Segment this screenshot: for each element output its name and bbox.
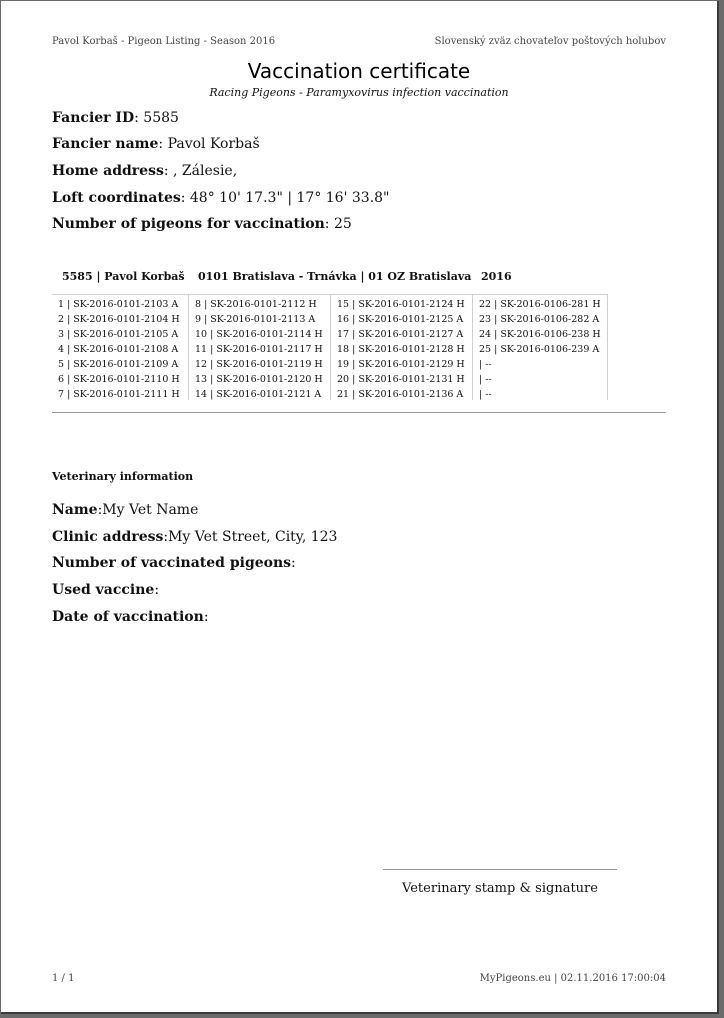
pigeon-entry: 6 | SK-2016-0101-2110 H bbox=[58, 374, 180, 385]
used-vaccine-label: Used vaccine bbox=[52, 582, 155, 598]
pigeon-entry: 20 | SK-2016-0101-2131 H bbox=[337, 374, 465, 385]
fancier-id-row bbox=[52, 110, 179, 126]
used-vaccine-row bbox=[52, 582, 159, 598]
vet-name-label: Name bbox=[52, 502, 98, 518]
vet-name-row bbox=[52, 502, 198, 518]
vaccinated-count-value: : bbox=[291, 555, 296, 571]
fancier-name-label: Fancier name bbox=[52, 136, 159, 152]
pigeon-entry: 25 | SK-2016-0106-239 A bbox=[479, 344, 600, 355]
header-left-text: Pavol Korbaš - Pigeon Listing - Season 2016 bbox=[52, 36, 276, 47]
clinic-address-row bbox=[52, 529, 337, 545]
pigeon-entry: 1 | SK-2016-0101-2103 A bbox=[58, 299, 179, 310]
pigeon-entry: 10 | SK-2016-0101-2114 H bbox=[195, 329, 323, 340]
pigeon-count-value: : 25 bbox=[324, 216, 352, 232]
pigeon-entry: 21 | SK-2016-0101-2136 A bbox=[337, 389, 464, 400]
pigeon-entry: 9 | SK-2016-0101-2113 A bbox=[195, 314, 316, 325]
table-header-fancier: 5585 | Pavol Korbaš bbox=[62, 270, 185, 283]
home-address-label: Home address bbox=[52, 163, 164, 179]
pigeon-entry: 11 | SK-2016-0101-2117 H bbox=[195, 344, 323, 355]
pigeon-entry: 4 | SK-2016-0101-2108 A bbox=[58, 344, 179, 355]
pigeon-entry: 23 | SK-2016-0106-282 A bbox=[479, 314, 600, 325]
signature-label: Veterinary stamp & signature bbox=[402, 881, 598, 896]
pigeon-entry: 13 | SK-2016-0101-2120 H bbox=[195, 374, 323, 385]
pigeon-column bbox=[330, 294, 472, 400]
clinic-address-label: Clinic address bbox=[52, 529, 164, 545]
fancier-id-value: : 5585 bbox=[134, 110, 179, 126]
pigeon-entry: 18 | SK-2016-0101-2128 H bbox=[337, 344, 465, 355]
section-divider bbox=[52, 412, 666, 413]
certificate-page bbox=[1, 1, 719, 1014]
page-title: Vaccination certificate bbox=[247, 59, 471, 83]
vaccinated-count-label: Number of vaccinated pigeons bbox=[52, 555, 292, 571]
pigeon-entry: 5 | SK-2016-0101-2109 A bbox=[58, 359, 179, 370]
vaccination-date-label: Date of vaccination bbox=[52, 609, 204, 625]
header-right-text: Slovenský zväz chovateľov poštových holubov bbox=[434, 36, 666, 47]
home-address-value: : , Zálesie, bbox=[163, 163, 238, 179]
pigeon-entry: | -- bbox=[479, 389, 492, 400]
pigeon-entry: 3 | SK-2016-0101-2105 A bbox=[58, 329, 179, 340]
page-number: 1 / 1 bbox=[52, 973, 75, 984]
pigeon-entry: 22 | SK-2016-0106-281 H bbox=[479, 299, 601, 310]
pigeon-entry: 24 | SK-2016-0106-238 H bbox=[479, 329, 601, 340]
signature-line bbox=[383, 869, 617, 870]
home-address-row bbox=[52, 163, 237, 179]
veterinary-section-title: Veterinary information bbox=[52, 470, 194, 483]
pigeon-count-label: Number of pigeons for vaccination bbox=[52, 216, 325, 232]
pigeon-entry: 15 | SK-2016-0101-2124 H bbox=[337, 299, 465, 310]
vaccination-date-value: : bbox=[203, 609, 209, 625]
loft-coordinates-value: : 48° 10' 17.3" | 17° 16' 33.8" bbox=[180, 190, 390, 206]
pigeon-entry: 14 | SK-2016-0101-2121 A bbox=[195, 389, 322, 400]
table-header-club: 0101 Bratislava - Trnávka | 01 OZ Bratislava bbox=[198, 270, 472, 283]
fancier-name-row bbox=[52, 136, 260, 152]
pigeon-column bbox=[188, 294, 330, 400]
fancier-name-value: : Pavol Korbaš bbox=[158, 136, 260, 152]
pigeon-entry: 2 | SK-2016-0101-2104 H bbox=[58, 314, 180, 325]
pigeon-entry: 8 | SK-2016-0101-2112 H bbox=[195, 299, 317, 310]
loft-coordinates-label: Loft coordinates bbox=[52, 190, 181, 206]
pigeon-entry: 12 | SK-2016-0101-2119 H bbox=[195, 359, 323, 370]
pigeon-entry: 16 | SK-2016-0101-2125 A bbox=[337, 314, 464, 325]
pigeon-column bbox=[472, 294, 608, 400]
vet-name-value: :My Vet Name bbox=[97, 502, 199, 518]
fancier-id-label: Fancier ID bbox=[52, 110, 135, 126]
loft-coordinates-row bbox=[52, 190, 390, 206]
vaccinated-count-row bbox=[52, 555, 296, 571]
vaccination-date-row bbox=[52, 609, 209, 625]
pigeon-entry: 19 | SK-2016-0101-2129 H bbox=[337, 359, 465, 370]
footer-generator-text: MyPigeons.eu | 02.11.2016 17:00:04 bbox=[479, 973, 666, 984]
page-subtitle: Racing Pigeons - Paramyxovirus infection vaccination bbox=[209, 86, 509, 99]
used-vaccine-value: : bbox=[154, 582, 160, 598]
table-header-year: 2016 bbox=[481, 270, 512, 283]
pigeon-entry: | -- bbox=[479, 359, 492, 370]
pigeon-table bbox=[52, 294, 608, 400]
pigeon-entry: 7 | SK-2016-0101-2111 H bbox=[58, 389, 180, 400]
pigeon-entry: 17 | SK-2016-0101-2127 A bbox=[337, 329, 464, 340]
clinic-address-value: :My Vet Street, City, 123 bbox=[163, 529, 338, 545]
pigeon-column bbox=[52, 294, 188, 400]
pigeon-count-row bbox=[52, 216, 352, 232]
pigeon-entry: | -- bbox=[479, 374, 492, 385]
